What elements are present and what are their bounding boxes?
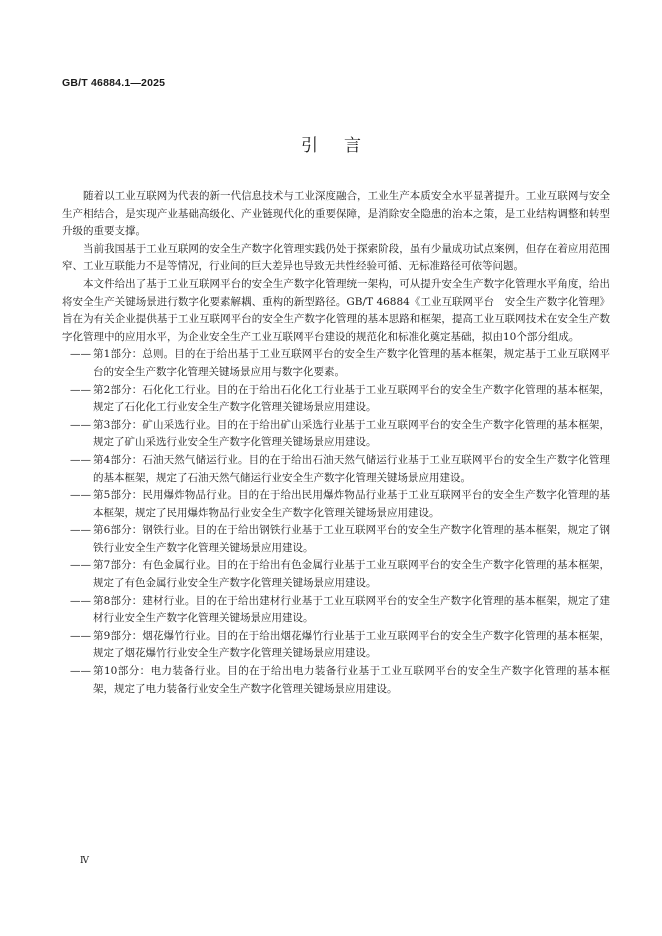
page-number: Ⅳ — [80, 856, 89, 866]
document-body — [62, 188, 610, 698]
dash-marker: —— — [70, 524, 91, 537]
parts-list — [62, 346, 610, 698]
page-title: 引言 — [301, 136, 387, 156]
paragraph: 随着以工业互联网为代表的新一代信息技术与工业深度融合，工业生产本质安全水平显著提升。工业互联网与安全生产相结合，是实现产业基础高级化、产业链现代化的重要保障，是消除安全隐患的治本之策，是工业结构调整和转型升级的重要支撑。 — [62, 190, 610, 238]
list-item — [62, 346, 610, 381]
part-text: 第4部分：石油天然气储运行业。目的在于给出石油天然气储运行业基于工业互联网平台的安全生产数字化管理的基本框架，规定了石油天然气储运行业安全生产数字化管理关键场景应用建设。 — [93, 453, 610, 484]
part-text: 第2部分：石化化工行业。目的在于给出石化化工行业基于工业互联网平台的安全生产数字化管理的基本框架，规定了石化化工行业安全生产数字化管理关键场景应用建设。 — [93, 383, 610, 414]
list-item — [62, 417, 610, 452]
list-item — [62, 452, 610, 487]
part-text: 第1部分：总则。目的在于给出基于工业互联网平台的安全生产数字化管理的基本框架，规定基于工业互联网平台的安全生产数字化管理关键场景应用与数字化要素。 — [93, 348, 610, 378]
part-text: 第8部分：建材行业。目的在于给出建材行业基于工业互联网平台的安全生产数字化管理的基本框架，规定了建材行业安全生产数字化管理关键场景应用建设。 — [93, 594, 610, 625]
list-item — [62, 487, 610, 522]
dash-marker: —— — [70, 629, 91, 642]
dash-marker: —— — [70, 489, 91, 502]
part-text: 第3部分：矿山采选行业。目的在于给出矿山采选行业基于工业互联网平台的安全生产数字化管理的基本框架，规定了矿山采选行业安全生产数字化管理关键场景应用建设。 — [93, 418, 610, 449]
list-item — [62, 382, 610, 417]
part-text: 第6部分：钢铁行业。目的在于给出钢铁行业基于工业互联网平台的安全生产数字化管理的基本框架，规定了钢铁行业安全生产数字化管理关键场景应用建设。 — [93, 524, 610, 554]
part-text: 第10部分：电力装备行业。目的在于给出电力装备行业基于工业互联网平台的安全生产数字化管理的基本框架，规定了电力装备行业安全生产数字化管理关键场景应用建设。 — [93, 665, 610, 695]
list-item — [62, 663, 610, 698]
list-item — [62, 557, 610, 592]
list-item — [62, 522, 610, 557]
list-item — [62, 628, 610, 663]
paragraph: 本文件给出了基于工业互联网平台的安全生产数字化管理统一架构，可从提升安全生产数字化管理水平角度，给出将安全生产关键场景进行数字化要素解耦、重构的新型路径。GB/T 46884《工业互联网平台 安全生产数字化管理》旨在为有关企业提供基于工业互联网平台的安全生产数字化管理的基本思路和框架，提高工业互联网技术在安全生产数字化管理中的应用水平，为企业安全生产工业互联网平台建设的规范化和标准化奠定基础，拟由10个部分组成。 — [62, 277, 610, 343]
part-text: 第9部分：烟花爆竹行业。目的在于给出烟花爆竹行业基于工业互联网平台的安全生产数字化管理的基本框架，规定了烟花爆竹行业安全生产数字化管理关键场景应用建设。 — [93, 629, 610, 660]
dash-marker: —— — [70, 348, 91, 361]
dash-marker: —— — [70, 559, 91, 572]
dash-marker: —— — [70, 418, 91, 431]
part-text: 第5部分：民用爆炸物品行业。目的在于给出民用爆炸物品行业基于工业互联网平台的安全生产数字化管理的基本框架，规定了民用爆炸物品行业安全生产数字化管理关键场景应用建设。 — [93, 489, 610, 519]
list-item — [62, 593, 610, 628]
part-text: 第7部分：有色金属行业。目的在于给出有色金属行业基于工业互联网平台的安全生产数字化管理的基本框架，规定了有色金属行业安全生产数字化管理关键场景应用建设。 — [93, 559, 610, 590]
dash-marker: —— — [70, 665, 91, 678]
standard-number: GB/T 46884.1—2025 — [62, 77, 166, 89]
paragraph: 当前我国基于工业互联网的安全生产数字化管理实践仍处于探索阶段，虽有少量成功试点案例，但存在着应用范围窄、工业互联能力不是等情况，行业间的巨大差异也导致无共性经验可循、无标准路径可依等问题。 — [62, 242, 610, 273]
dash-marker: —— — [70, 383, 91, 396]
dash-marker: —— — [70, 594, 91, 607]
dash-marker: —— — [70, 453, 91, 466]
